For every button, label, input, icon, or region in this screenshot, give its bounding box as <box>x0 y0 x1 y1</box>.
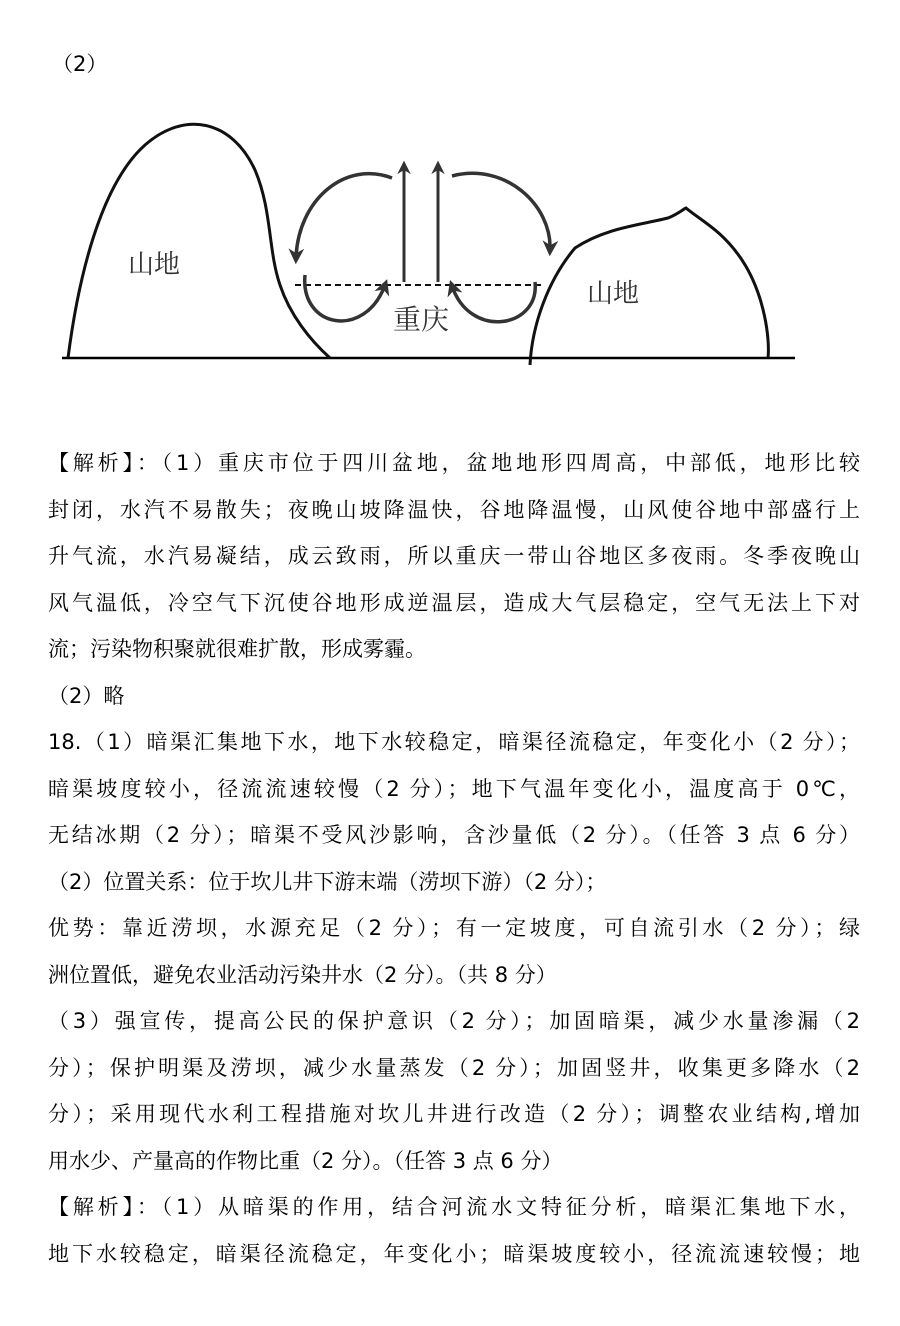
left-mountain-outline <box>68 124 330 358</box>
lower-right-loop-arrow <box>452 282 535 322</box>
upper-left-arrow <box>296 174 392 258</box>
lower-left-loop-arrow <box>305 275 385 321</box>
paragraph-line: （3）强宣传，提高公民的保护意识（2 分）；加固暗渠，减少水量渗漏（2 <box>48 1009 860 1033</box>
paragraph-line: 流；污染物积聚就很难扩散，形成雾霾。 <box>48 637 426 661</box>
city-label: 重庆 <box>393 303 450 336</box>
paragraph-line: 【解析】：（1）重庆市位于四川盆地，盆地地形四周高，中部低，地形比较 <box>48 451 860 475</box>
paragraph-line: 封闭，水汽不易散失；夜晚山坡降温快，谷地降温慢，山风使谷地中部盛行上 <box>48 497 860 522</box>
paragraph-line: 用水少、产量高的作物比重（2 分）。（任答 3 点 6 分） <box>48 1148 563 1173</box>
paragraph-line: 暗渠坡度较小，径流流速较慢（2 分）；地下气温年变化小，温度高于 0℃， <box>48 776 860 801</box>
paragraph-line: 优势：靠近涝坝，水源充足（2 分）；有一定坡度，可自流引水（2 分）；绿 <box>48 916 860 940</box>
right-mountain-label: 山地 <box>587 279 640 309</box>
paragraph-line: 风气温低，冷空气下沉使谷地形成逆温层，造成大气层稳定，空气无法上下对 <box>48 590 860 615</box>
paragraph-line: 洲位置低，避免农业活动污染井水（2 分）。（共 8 分） <box>48 962 557 987</box>
paragraph-line: 地下水较稳定，暗渠径流稳定，年变化小；暗渠坡度较小，径流流速较慢；地 <box>48 1241 860 1266</box>
left-mountain-label: 山地 <box>128 250 181 280</box>
paragraph-line: 【解析】：（1）从暗渠的作用，结合河流水文特征分析，暗渠汇集地下水， <box>48 1195 860 1219</box>
valley-circulation-diagram <box>0 100 900 390</box>
paragraph-line: 18.（1）暗渠汇集地下水，地下水较稳定，暗渠径流稳定，年变化小（2 分）； <box>48 730 860 754</box>
paragraph-line: 升气流，水汽易凝结，成云致雨，所以重庆一带山谷地区多夜雨。冬季夜晚山 <box>48 544 860 568</box>
paragraph-line: 分）；保护明渠及涝坝，减少水量蒸发（2 分）；加固竖井，收集更多降水（2 <box>48 1055 860 1080</box>
answer-text-block <box>48 440 860 1277</box>
question-number-label: （2） <box>52 52 108 76</box>
paragraph-line: 无结冰期（2 分）；暗渠不受风沙影响，含沙量低（2 分）。（任答 3 点 6 分） <box>48 823 860 847</box>
paragraph-line: （2）位置关系：位于坎儿井下游末端（涝坝下游）（2 分）； <box>48 869 607 894</box>
paragraph-line: 分）；采用现代水利工程措施对坎儿井进行改造（2 分）；调整农业结构,增加 <box>48 1102 860 1126</box>
right-mountain-outline <box>530 208 768 365</box>
paragraph-line: （2）略 <box>48 683 125 708</box>
upper-right-arrow <box>452 173 550 250</box>
